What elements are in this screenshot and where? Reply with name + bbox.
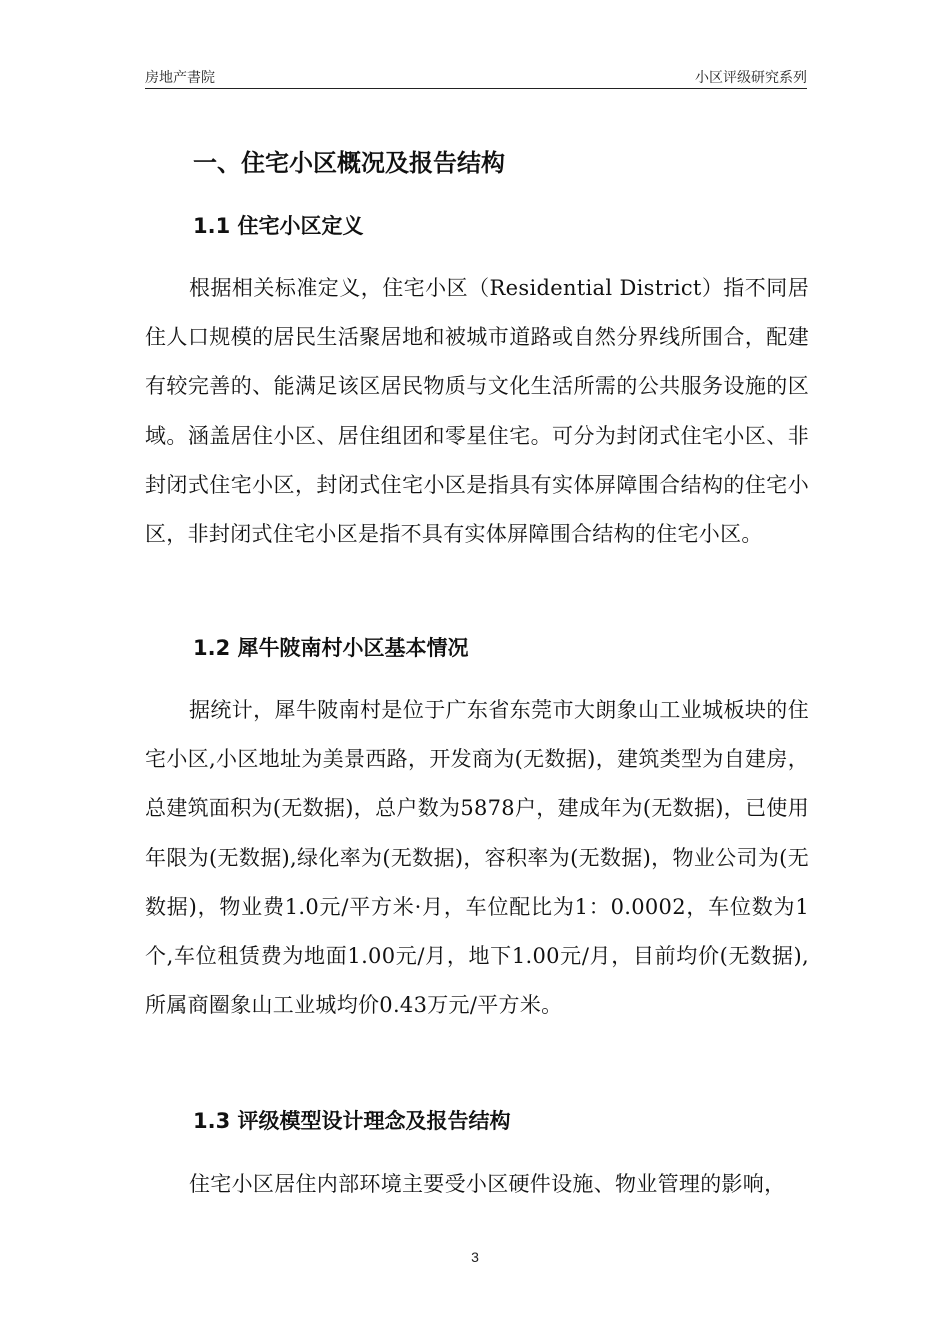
header-right-title: 小区评级研究系列 bbox=[695, 70, 807, 86]
page-number: 3 bbox=[471, 1249, 479, 1265]
subsection-heading-1-1: 1.1 住宅小区定义 bbox=[193, 214, 364, 238]
paragraph-definition: 根据相关标准定义，住宅小区（Residential District）指不同居住人口规模的居民生活聚居地和被城市道路或自然分界线所围合，配建有较完善的、能满足该区居民物质与文化生活所需的公共服务设施的区域。涵盖居住小区、居住组团和零星住宅。可分为封闭式住宅小区、非封闭式住宅小区，封闭式住宅小区是指具有实体屏障围合结构的住宅小区，非封闭式住宅小区是指不具有实体屏障围合结构的住宅小区。 bbox=[145, 276, 809, 547]
page-header bbox=[145, 66, 807, 89]
paragraph-basic-info: 据统计，犀牛陂南村是位于广东省东莞市大朗象山工业城板块的住宅小区,小区地址为美景西路，开发商为(无数据)，建筑类型为自建房，总建筑面积为(无数据)，总户数为5878户，建成年为(无数据)，已使用年限为(无数据),绿化率为(无数据)，容积率为(无数据)，物业公司为(无数据)，物业费1.0元/平方米·月，车位配比为1：0.0002，车位数为1个,车位租赁费为地面1.00元/月，地下1.00元/月，目前均价(无数据),所属商圈象山工业城均价0.43万元/平方米。 bbox=[145, 698, 809, 1018]
section-title: 一、住宅小区概况及报告结构 bbox=[193, 149, 505, 177]
subsection-heading-1-3: 1.3 评级模型设计理念及报告结构 bbox=[193, 1109, 511, 1133]
subsection-heading-1-2: 1.2 犀牛陂南村小区基本情况 bbox=[193, 636, 469, 660]
header-left-title: 房地产書院 bbox=[145, 70, 215, 86]
paragraph-model-design: 住宅小区居住内部环境主要受小区硬件设施、物业管理的影响， bbox=[189, 1172, 786, 1196]
